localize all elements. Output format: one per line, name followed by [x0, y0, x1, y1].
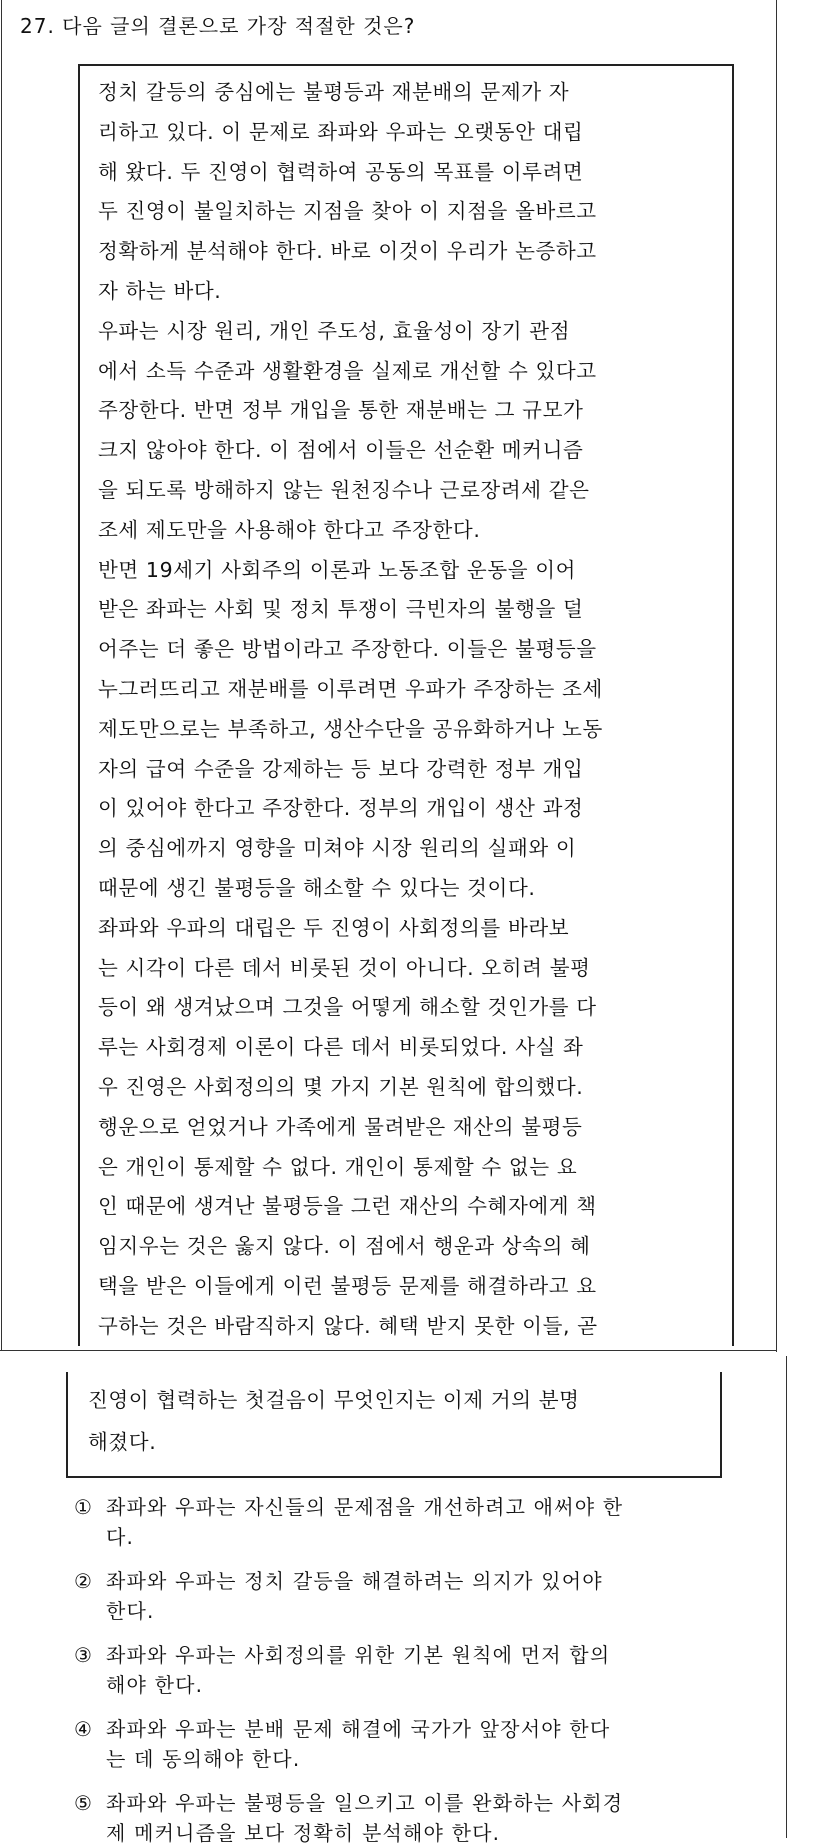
passage-line: 반면 19세기 사회주의 이론과 노동조합 운동을 이어: [98, 557, 577, 582]
option-4-line: [74, 1714, 764, 1744]
passage-line: 조세 제도만을 사용해야 한다고 주장한다.: [98, 517, 481, 542]
passage-line: 주장한다. 반면 정부 개입을 통한 재분배는 그 규모가: [98, 398, 584, 423]
option-marker: ②: [74, 1569, 94, 1593]
passage-line: 구하는 것은 바람직하지 않다. 혜택 받지 못한 이들, 곧: [98, 1313, 598, 1338]
passage-line: 우 진영은 사회정의의 몇 가지 기본 원칙에 합의했다.: [98, 1075, 584, 1099]
option-text: 제 메커니즘을 보다 정확히 분석해야 한다.: [106, 1821, 501, 1845]
left-column-rule: [1, 0, 2, 1350]
passage-line: 두 진영이 불일치하는 지점을 찾아 이 지점을 올바르고: [98, 199, 597, 224]
column-break-rule: [0, 1350, 777, 1351]
option-text: 좌파와 우파는 자신들의 문제점을 개선하려고 애써야 한: [106, 1495, 624, 1519]
option-text: 좌파와 우파는 분배 문제 해결에 국가가 앞장서야 한다: [106, 1717, 611, 1741]
passage-line: 받은 좌파는 사회 및 정치 투쟁이 극빈자의 불행을 덜: [98, 597, 584, 622]
passage-line: 자 하는 바다.: [98, 279, 222, 303]
passage-line: 해졌다.: [88, 1430, 157, 1454]
option-text: 는 데 동의해야 한다.: [106, 1747, 301, 1771]
option-text: 다.: [106, 1525, 135, 1549]
question-title: 27. 다음 글의 결론으로 가장 적절한 것은?: [20, 14, 416, 38]
option-text: 한다.: [106, 1599, 155, 1623]
passage-line: 진영이 협력하는 첫걸음이 무엇인지는 이제 거의 분명: [88, 1388, 580, 1412]
option-5-line: [74, 1788, 764, 1818]
option-marker: ①: [74, 1495, 94, 1519]
passage-line: 어주는 더 좋은 방법이라고 주장한다. 이들은 불평등을: [98, 637, 597, 662]
option-text: 좌파와 우파는 불평등을 일으키고 이를 완화하는 사회경: [106, 1791, 624, 1815]
passage-line: 제도만으로는 부족하고, 생산수단을 공유화하거나 노동: [98, 716, 603, 741]
passage-line: 크지 않아야 한다. 이 점에서 이들은 선순환 메커니즘: [98, 438, 584, 463]
passage-line: 는 시각이 다른 데서 비롯된 것이 아니다. 오히려 불평: [98, 955, 591, 980]
passage-line: 정확하게 분석해야 한다. 바로 이것이 우리가 논증하고: [98, 239, 597, 264]
passage-line: 임지우는 것은 옳지 않다. 이 점에서 행운과 상속의 혜: [98, 1234, 591, 1259]
passage-line: 의 중심에까지 영향을 미쳐야 시장 원리의 실패와 이: [98, 836, 577, 861]
option-text: 해야 한다.: [106, 1673, 204, 1697]
option-text: 좌파와 우파는 사회정의를 위한 기본 원칙에 먼저 합의: [106, 1643, 611, 1667]
passage-line: 리하고 있다. 이 문제로 좌파와 우파는 오랫동안 대립: [98, 119, 584, 144]
passage-line: 이 있어야 한다고 주장한다. 정부의 개입이 생산 과정: [98, 796, 584, 821]
option-1-line: [74, 1492, 764, 1522]
passage-line: 은 개인이 통제할 수 없다. 개인이 통제할 수 없는 요: [98, 1154, 578, 1179]
option-2-line: [74, 1566, 764, 1596]
passage-line: 자의 급여 수준을 강제하는 등 보다 강력한 정부 개입: [98, 756, 584, 781]
passage-line: 에서 소득 수준과 생활환경을 실제로 개선할 수 있다고: [98, 358, 597, 383]
option-marker: ④: [74, 1717, 94, 1741]
passage-line: 정치 갈등의 중심에는 불평등과 재분배의 문제가 자: [98, 80, 570, 104]
passage-line: 때문에 생긴 불평등을 해소할 수 있다는 것이다.: [98, 876, 536, 900]
right-column-rule: [776, 0, 777, 1352]
passage-line: 해 왔다. 두 진영이 협력하여 공동의 목표를 이루려면: [98, 159, 584, 184]
passage-line: 행운으로 얻었거나 가족에게 물려받은 재산의 불평등: [98, 1114, 583, 1139]
option-marker: ③: [74, 1643, 94, 1667]
option-3-line: [74, 1640, 764, 1670]
passage-line: 루는 사회경제 이론이 다른 데서 비롯되었다. 사실 좌: [98, 1035, 584, 1060]
option-marker: ⑤: [74, 1791, 94, 1815]
right-column-rule-lower: [786, 1356, 787, 1838]
passage-line: 등이 왜 생겨났으며 그것을 어떻게 해소할 것인가를 다: [98, 995, 597, 1020]
option-text: 좌파와 우파는 정치 갈등을 해결하려는 의지가 있어야: [106, 1569, 603, 1593]
passage-line: 좌파와 우파의 대립은 두 진영이 사회정의를 바라보: [98, 915, 570, 940]
passage-line: 누그러뜨리고 재분배를 이루려면 우파가 주장하는 조세: [98, 677, 603, 701]
passage-line: 우파는 시장 원리, 개인 주도성, 효율성이 장기 관점: [98, 318, 571, 343]
passage-line: 을 되도록 방해하지 않는 원천징수나 근로장려세 같은: [98, 478, 590, 502]
passage-line: 인 때문에 생겨난 불평등을 그런 재산의 수혜자에게 책: [98, 1194, 597, 1219]
passage-line: 택을 받은 이들에게 이런 불평등 문제를 해결하라고 요: [98, 1274, 597, 1298]
